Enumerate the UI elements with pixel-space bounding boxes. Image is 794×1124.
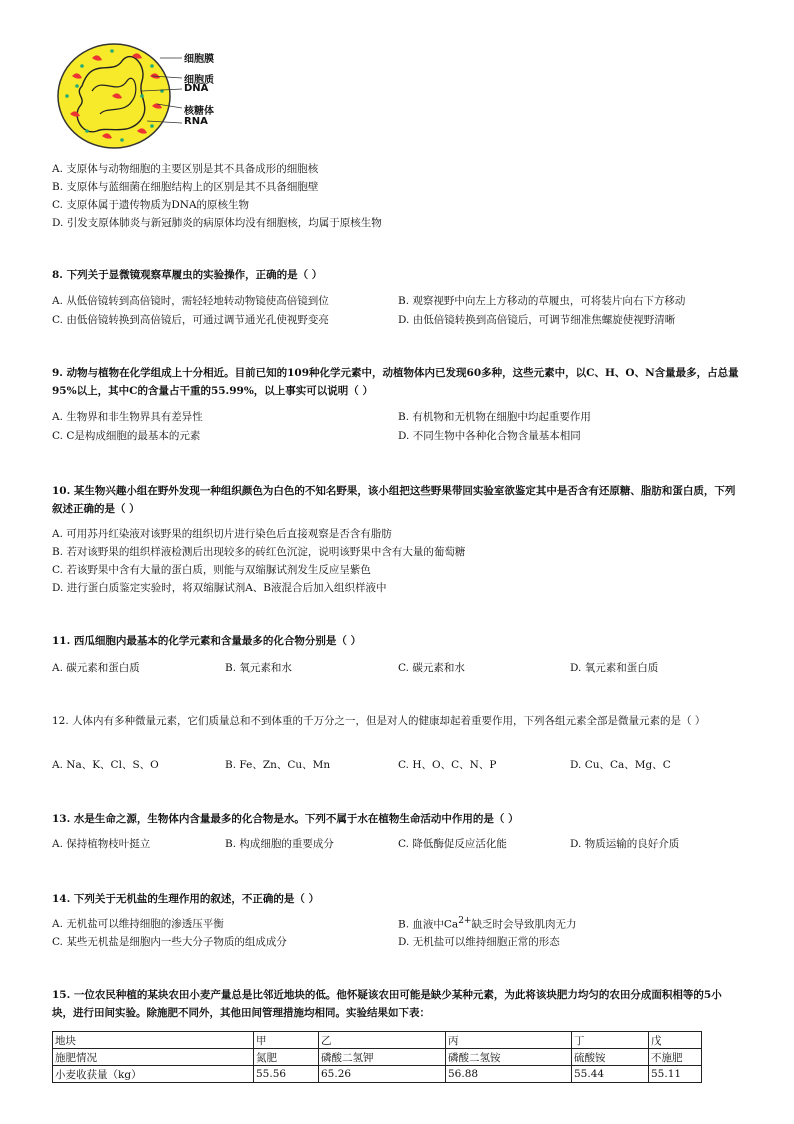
q12-option-b: B. Fe、Zn、Cu、Mn	[225, 759, 331, 771]
table-cell: 56.88	[446, 1066, 572, 1083]
q15-stem: 15. 一位农民种植的某块农田小麦产量总是比邻近地块的低。他怀疑该农田可能是缺少某种元素，为此将该块肥力均匀的农田分成面积相等的5小块，进行田间实验。除施肥不同外，其他田间管理措施均相同。实验结果如下表：	[52, 989, 722, 1019]
q10-option-d: D. 进行蛋白质鉴定实验时，将双缩脲试剂A、B液混合后加入组织样液中	[52, 582, 387, 594]
q10-option-c: C. 若该野果中含有大量的蛋白质，则能与双缩脲试剂发生反应呈紫色	[52, 564, 371, 576]
mycoplasma-cell-illustration	[52, 36, 182, 152]
q11-stem: 11. 西瓜细胞内最基本的化学元素和含量最多的化合物分别是（ ）	[52, 635, 362, 647]
q15-results-table	[52, 1031, 702, 1083]
q13-option-b: B. 构成细胞的重要成分	[225, 838, 334, 850]
table-cell: 氮肥	[254, 1049, 319, 1066]
label-dna: DNA	[184, 83, 209, 94]
q13-stem: 13. 水是生命之源，生物体内含量最多的化合物是水。下列不属于水在植物生命活动中作用的是（ ）	[52, 813, 519, 825]
q8-stem: 8. 下列关于显微镜观察草履虫的实验操作，正确的是（ ）	[52, 269, 323, 281]
header-cell-jia: 甲	[254, 1032, 319, 1049]
table-cell: 施肥情况	[53, 1049, 254, 1066]
q8-option-d: D. 由低倍镜转换到高倍镜后，可调节细准焦螺旋使视野清晰	[398, 314, 676, 326]
label-cell-membrane: 细胞膜	[184, 54, 214, 65]
header-cell-plot: 地块	[53, 1032, 254, 1049]
table-cell: 硫酸铵	[572, 1049, 649, 1066]
table-cell: 55.11	[649, 1066, 702, 1083]
q14-option-b-tail: 缺乏时会导致肌肉无力	[471, 918, 577, 931]
table-cell: 55.56	[254, 1066, 319, 1083]
q9-option-c: C. C是构成细胞的最基本的元素	[52, 430, 201, 442]
q13-option-d: D. 物质运输的良好介质	[570, 838, 680, 850]
table-cell: 55.44	[572, 1066, 649, 1083]
q9-option-a: A. 生物界和非生物界具有差异性	[52, 411, 203, 423]
table-row	[53, 1049, 702, 1066]
q14-option-b-superscript: 2+	[458, 916, 472, 926]
cell-diagram	[52, 36, 242, 152]
q10-option-b: B. 若对该野果的组织样液检测后出现较多的砖红色沉淀，说明该野果中含有大量的葡萄糖	[52, 546, 466, 558]
q9-option-b: B. 有机物和无机物在细胞中均起重要作用	[398, 411, 591, 423]
q14-option-c: C. 某些无机盐是细胞内一些大分子物质的组成成分	[52, 936, 287, 948]
q12-option-d: D. Cu、Ca、Mg、C	[570, 759, 671, 771]
q7-option-c: C. 支原体属于遗传物质为DNA的原核生物	[52, 199, 250, 211]
q10-stem: 10. 某生物兴趣小组在野外发现一种组织颜色为白色的不知名野果，该小组把这些野果带回实验室欲鉴定其中是否含有还原糖、脂肪和蛋白质，下列叙述正确的是（ ）	[52, 485, 736, 515]
q14-option-b	[398, 914, 576, 932]
header-cell-ding: 丁	[572, 1032, 649, 1049]
q13-option-a: A. 保持植物枝叶挺立	[52, 838, 151, 850]
q8-option-c: C. 由低倍镜转换到高倍镜后，可通过调节通光孔使视野变亮	[52, 314, 329, 326]
table-cell: 不施肥	[649, 1049, 702, 1066]
q10-option-a: A. 可用苏丹红染液对该野果的组织切片进行染色后直接观察是否含有脂肪	[52, 528, 392, 540]
q11-option-a: A. 碳元素和蛋白质	[52, 662, 140, 674]
q12-option-c: C. H、O、C、N、P	[398, 759, 497, 771]
label-rna: RNA	[184, 116, 208, 127]
q13-option-c: C. 降低酶促反应活化能	[398, 838, 507, 850]
q11-option-b: B. 氧元素和水	[225, 662, 292, 674]
header-cell-yi: 乙	[319, 1032, 446, 1049]
header-cell-bing: 丙	[446, 1032, 572, 1049]
q11-option-d: D. 氧元素和蛋白质	[570, 662, 659, 674]
q8-option-a: A. 从低倍镜转到高倍镜时，需轻轻地转动物镜使高倍镜到位	[52, 295, 329, 307]
table-cell: 磷酸二氢钾	[319, 1049, 446, 1066]
label-ribosome: 核糖体	[184, 106, 214, 117]
table-cell: 小麦收获量（kg）	[53, 1066, 254, 1083]
label-cytoplasm: 细胞质	[184, 75, 214, 86]
q12-option-a: A. Na、K、Cl、S、O	[52, 759, 159, 771]
table-cell: 磷酸二氢铵	[446, 1049, 572, 1066]
q14-option-d: D. 无机盐可以维持细胞正常的形态	[398, 936, 560, 948]
q14-option-a: A. 无机盐可以维持细胞的渗透压平衡	[52, 918, 224, 930]
table-cell: 65.26	[319, 1066, 446, 1083]
q14-stem: 14. 下列关于无机盐的生理作用的叙述，不正确的是（ ）	[52, 893, 320, 905]
q7-option-d: D. 引发支原体肺炎与新冠肺炎的病原体均没有细胞核，均属于原核生物	[52, 217, 382, 229]
table-row	[53, 1066, 702, 1083]
q8-option-b: B. 观察视野中向左上方移动的草履虫，可将装片向右下方移动	[398, 295, 686, 307]
q12-stem: 12. 人体内有多种微量元素，它们质量总和不到体重的千万分之一，但是对人的健康却起着重要作用，下列各组元素全部是微量元素的是（ ）	[52, 715, 706, 727]
table-header-row	[53, 1032, 702, 1049]
header-cell-wu: 戊	[649, 1032, 702, 1049]
q14-option-b-text: B. 血液中Ca	[398, 918, 459, 931]
q7-option-a: A. 支原体与动物细胞的主要区别是其不具备成形的细胞核	[52, 163, 319, 175]
q11-option-c: C. 碳元素和水	[398, 662, 465, 674]
q9-option-d: D. 不同生物中各种化合物含量基本相同	[398, 430, 581, 442]
q7-option-b: B. 支原体与蓝细菌在细胞结构上的区别是其不具备细胞壁	[52, 181, 319, 193]
q9-stem: 9. 动物与植物在化学组成上十分相近。目前已知的109种化学元素中，动植物体内已发现60多种，这些元素中，以C、H、O、N含量最多，占总量95%以上，其中C的含量占干重的55.99%，以上事实可以说明（ ）	[52, 367, 739, 397]
